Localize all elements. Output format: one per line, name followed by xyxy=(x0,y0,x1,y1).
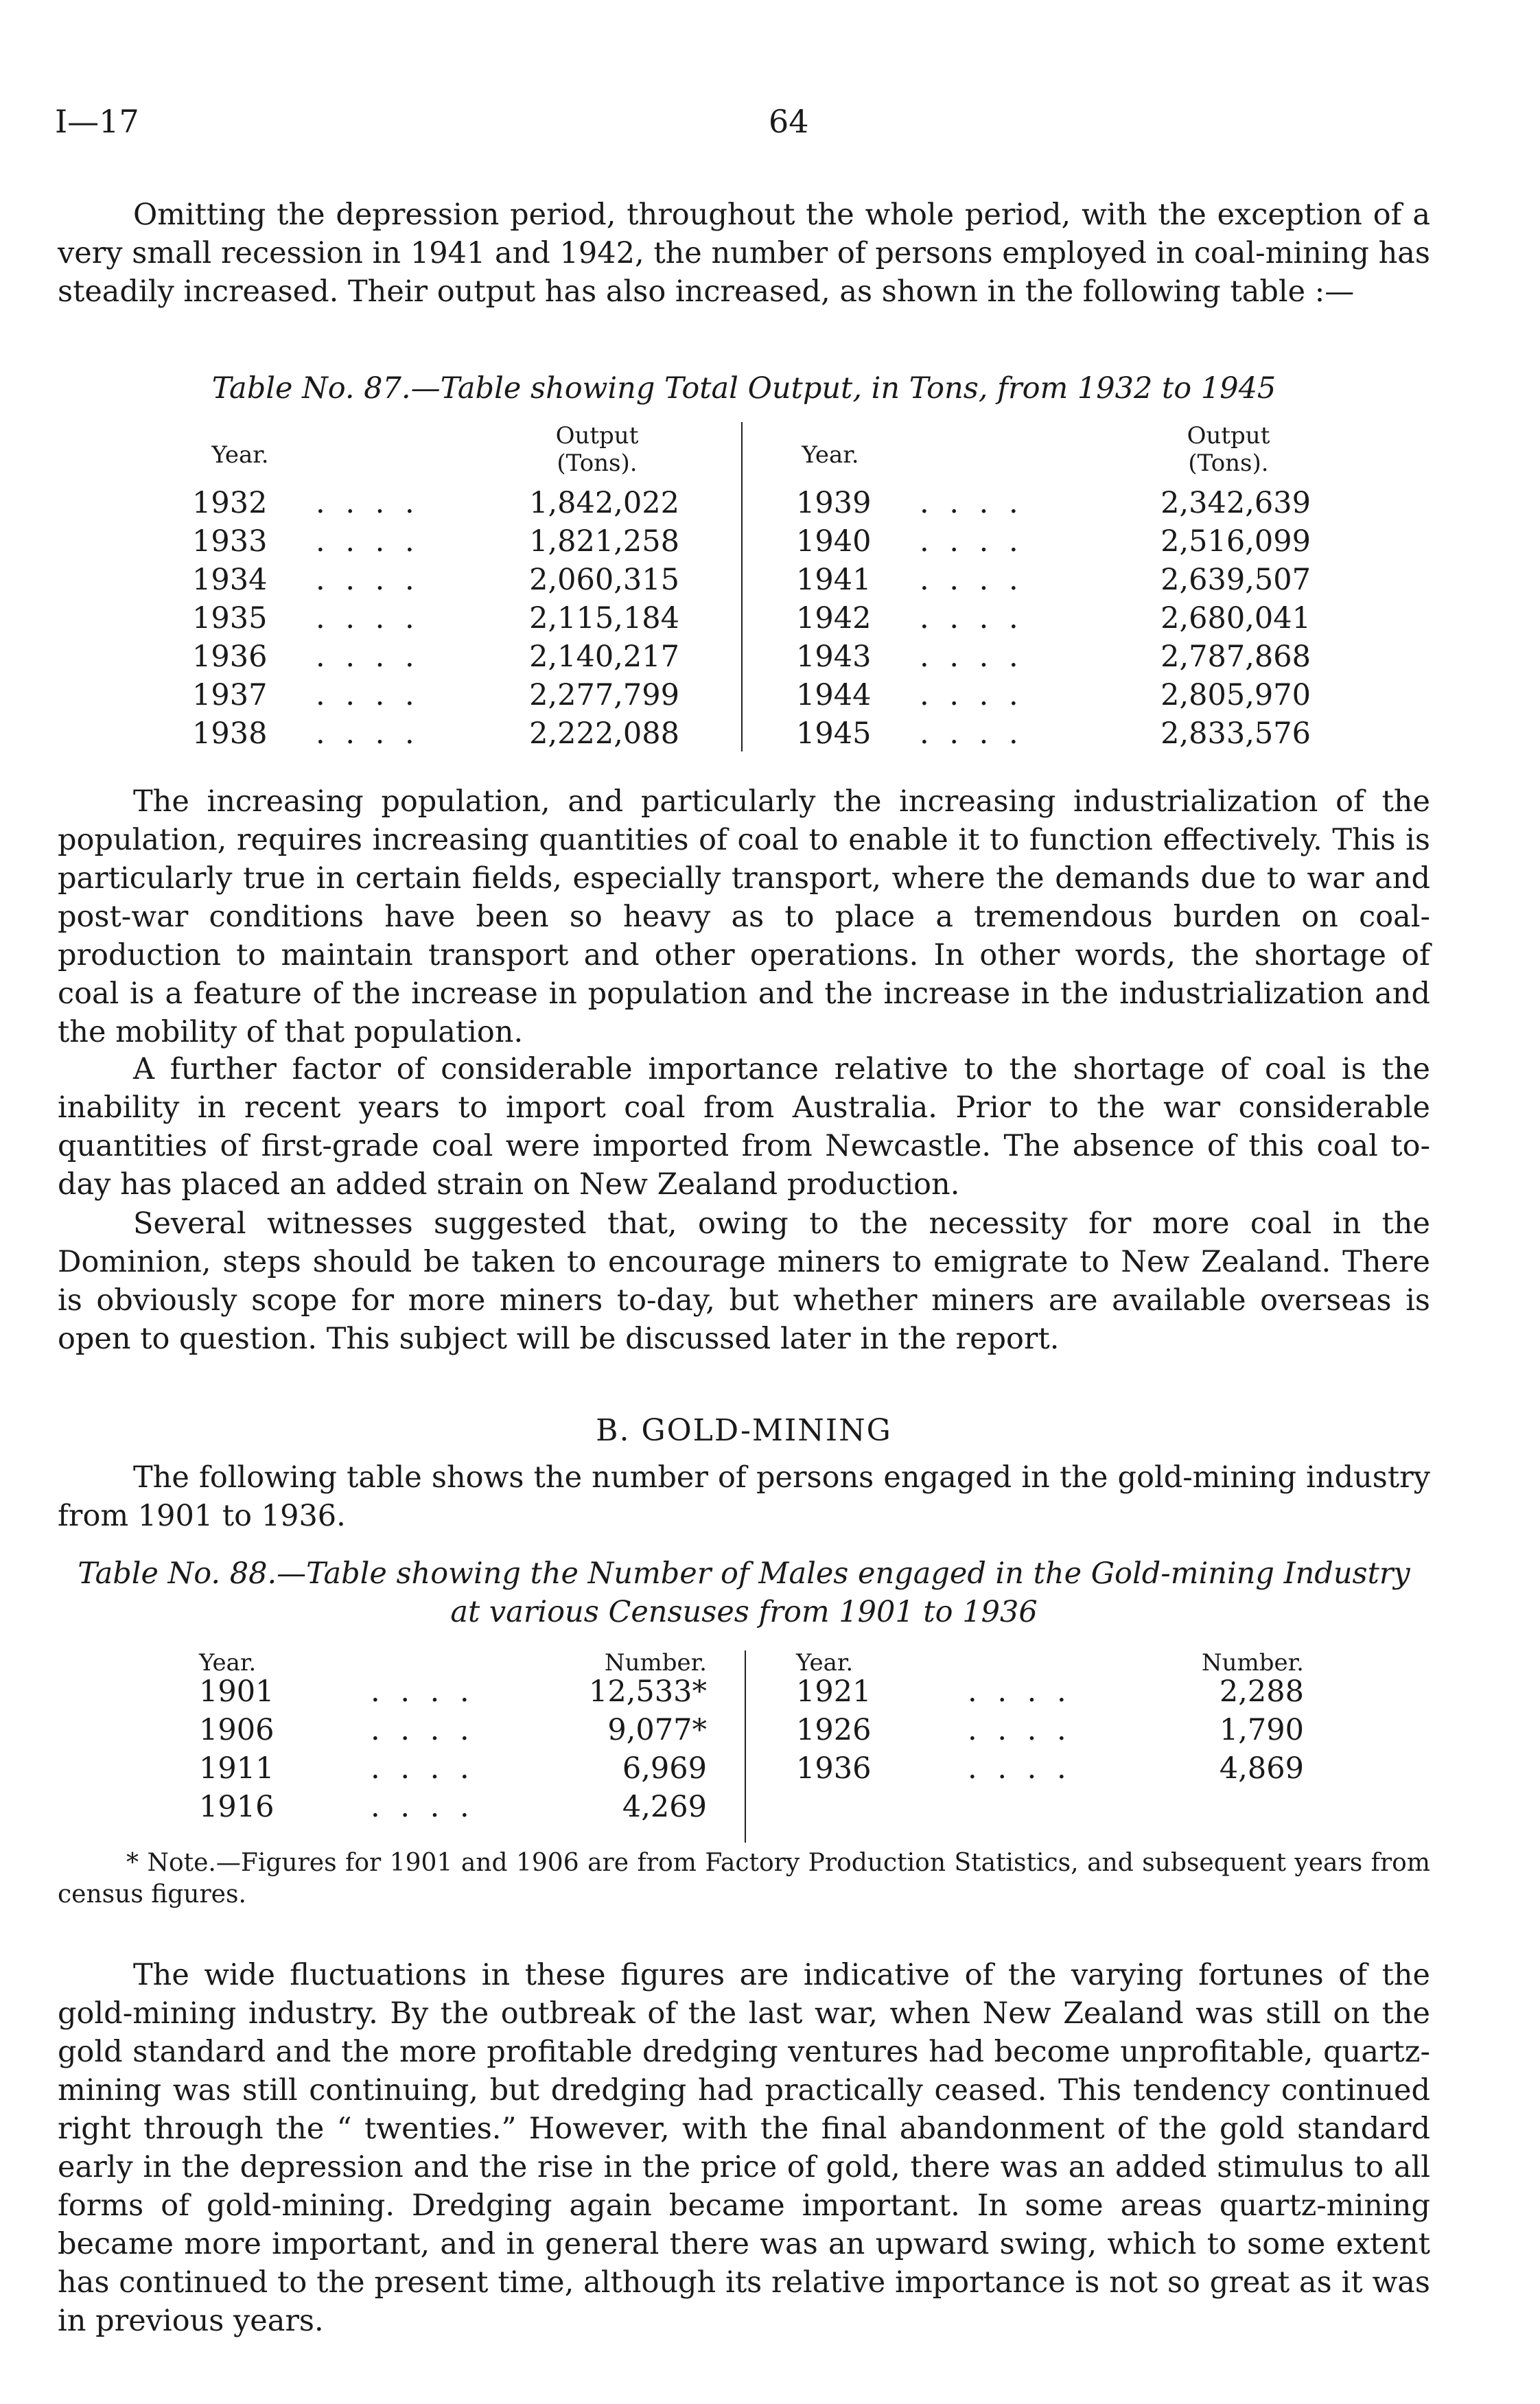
value-cell: 2,277,799 xyxy=(529,678,679,712)
section-b-intro: The following table shows the number of persons engaged in the gold-mining industry from 1901 to 1936. xyxy=(58,1460,1430,1533)
table-88-year-header: Year. xyxy=(199,1649,257,1677)
table-87-divider xyxy=(741,422,743,751)
year-cell: 1940 xyxy=(796,524,872,559)
table-row xyxy=(192,638,679,676)
value-cell: 2,787,868 xyxy=(1160,640,1311,674)
table-87-year-header: Year. xyxy=(211,441,269,469)
year-cell: 1943 xyxy=(796,640,872,674)
leader-dots: . . . . xyxy=(371,1674,475,1709)
table-87-output-header-right-line1: Output xyxy=(1187,422,1270,450)
value-cell: 2,516,099 xyxy=(1160,524,1311,559)
leader-dots: . . . . xyxy=(316,640,420,674)
leader-dots: . . . . xyxy=(371,1790,475,1824)
year-cell: 1901 xyxy=(199,1674,275,1709)
year-cell: 1921 xyxy=(796,1674,872,1709)
table-88-divider xyxy=(745,1650,746,1843)
leader-dots: . . . . xyxy=(968,1751,1072,1786)
leader-dots: . . . . xyxy=(316,678,420,712)
year-cell: 1942 xyxy=(796,601,872,635)
value-cell: 1,842,022 xyxy=(529,486,679,520)
table-row xyxy=(796,1672,1304,1711)
year-cell: 1937 xyxy=(192,678,268,712)
value-cell: 2,680,041 xyxy=(1160,601,1311,635)
value-cell: 2,060,315 xyxy=(529,563,679,597)
leader-dots: . . . . xyxy=(920,678,1024,712)
document-reference: I—17 xyxy=(55,103,139,140)
value-cell: 2,805,970 xyxy=(1160,678,1311,712)
table-row xyxy=(796,638,1311,676)
table-row xyxy=(192,522,679,561)
value-cell: 1,790 xyxy=(1219,1713,1304,1747)
table-87 xyxy=(192,422,1318,758)
page-header xyxy=(55,103,1434,151)
table-88-note: * Note.—Figures for 1901 and 1906 are from Factory Production Statistics, and subsequent years from census figures. xyxy=(58,1849,1430,1909)
table-88 xyxy=(199,1644,1311,1849)
table-87-output-header-right xyxy=(1146,422,1311,477)
table-row xyxy=(199,1711,707,1749)
year-cell: 1926 xyxy=(796,1713,872,1747)
leader-dots: . . . . xyxy=(920,486,1024,520)
year-cell: 1934 xyxy=(192,563,268,597)
year-cell: 1935 xyxy=(192,601,268,635)
leader-dots: . . . . xyxy=(920,601,1024,635)
table-row xyxy=(796,1711,1304,1749)
value-cell: 4,269 xyxy=(622,1790,707,1824)
leader-dots: . . . . xyxy=(316,524,420,559)
leader-dots: . . . . xyxy=(316,486,420,520)
table-row xyxy=(796,561,1311,599)
leader-dots: . . . . xyxy=(968,1713,1072,1747)
value-cell: 2,288 xyxy=(1219,1674,1304,1709)
value-cell: 6,969 xyxy=(622,1751,707,1786)
table-87-caption: Table No. 87.—Table showing Total Output, in Tons, from 1932 to 1945 xyxy=(211,371,1276,406)
year-cell: 1936 xyxy=(192,640,268,674)
table-row xyxy=(796,676,1311,714)
table-88-number-header: Number. xyxy=(604,1649,707,1677)
table-row xyxy=(199,1749,707,1788)
intro-paragraph: Omitting the depression period, throughout the whole period, with the exception of a very small recession in 1941 and 1942, the number of persons employed in coal-mining has steadily increased. Their output has also increased, as shown in the following table :— xyxy=(58,198,1430,309)
year-cell: 1938 xyxy=(192,716,268,751)
section-b-heading: B. GOLD-MINING xyxy=(596,1413,892,1448)
table-row xyxy=(796,714,1311,753)
coal-paragraph-3: Several witnesses suggested that, owing to the necessity for more coal in the Dominion, steps should be taken to encourage miners to emigrate to New Zealand. There is obviously scope for more miners to-day, but whether miners are available overseas is open to question. This subject will be discussed later in the report. xyxy=(58,1206,1430,1356)
table-87-output-header-right-line2: (Tons). xyxy=(1188,450,1269,477)
year-cell: 1932 xyxy=(192,486,268,520)
value-cell: 2,140,217 xyxy=(529,640,679,674)
value-cell: 1,821,258 xyxy=(529,524,679,559)
table-row xyxy=(192,599,679,638)
leader-dots: . . . . xyxy=(371,1751,475,1786)
table-row xyxy=(192,561,679,599)
leader-dots: . . . . xyxy=(920,640,1024,674)
value-cell: 2,639,507 xyxy=(1160,563,1311,597)
table-88-caption-line-2: at various Censuses from 1901 to 1936 xyxy=(450,1595,1038,1629)
table-88-year-header-right: Year. xyxy=(796,1649,854,1677)
leader-dots: . . . . xyxy=(920,524,1024,559)
leader-dots: . . . . xyxy=(968,1674,1072,1709)
year-cell: 1941 xyxy=(796,563,872,597)
table-row xyxy=(796,599,1311,638)
leader-dots: . . . . xyxy=(371,1713,475,1747)
leader-dots: . . . . xyxy=(316,601,420,635)
value-cell: 9,077* xyxy=(607,1713,707,1747)
leader-dots: . . . . xyxy=(316,716,420,751)
year-cell: 1939 xyxy=(796,486,872,520)
table-row xyxy=(199,1788,707,1826)
year-cell: 1906 xyxy=(199,1713,275,1747)
value-cell: 12,533* xyxy=(589,1674,707,1709)
page-number: 64 xyxy=(769,103,809,140)
leader-dots: . . . . xyxy=(920,716,1024,751)
value-cell: 2,833,576 xyxy=(1160,716,1311,751)
year-cell: 1916 xyxy=(199,1790,275,1824)
value-cell: 4,869 xyxy=(1219,1751,1304,1786)
value-cell: 2,222,088 xyxy=(529,716,679,751)
table-row xyxy=(192,484,679,522)
table-88-number-header-right: Number. xyxy=(1201,1649,1304,1677)
leader-dots: . . . . xyxy=(920,563,1024,597)
table-row xyxy=(796,484,1311,522)
table-88-caption-line-1: Table No. 88.—Table showing the Number of Males engaged in the Gold-mining Industry xyxy=(78,1556,1410,1591)
year-cell: 1944 xyxy=(796,678,872,712)
year-cell: 1945 xyxy=(796,716,872,751)
table-row xyxy=(192,714,679,753)
table-87-year-header-right: Year. xyxy=(802,441,859,469)
leader-dots: . . . . xyxy=(316,563,420,597)
table-row xyxy=(192,676,679,714)
coal-paragraph-1: The increasing population, and particularly the increasing industrialization of the population, requires increasing quantities of coal to enable it to function effectively. This is particularly true in certain fields, especially transport, where the demands due to war and post-war conditions have been so heavy as to place a tremendous burden on coal-production to maintain transport and other operations. In other words, the shortage of coal is a feature of the increase in population and the increase in the industrialization and the mobility of that population. xyxy=(58,784,1430,1049)
table-row xyxy=(796,1749,1304,1788)
value-cell: 2,342,639 xyxy=(1160,486,1311,520)
year-cell: 1936 xyxy=(796,1751,872,1786)
table-87-output-header-line1: Output xyxy=(555,422,639,450)
table-87-output-header-line2: (Tons). xyxy=(557,450,638,477)
table-row xyxy=(796,522,1311,561)
value-cell: 2,115,184 xyxy=(529,601,679,635)
table-row xyxy=(199,1672,707,1711)
table-87-output-header xyxy=(515,422,679,477)
year-cell: 1933 xyxy=(192,524,268,559)
year-cell: 1911 xyxy=(199,1751,275,1786)
coal-paragraph-2: A further factor of considerable importance relative to the shortage of coal is the inability in recent years to import coal from Australia. Prior to the war considerable quantities of first-grade coal were imported from Newcastle. The absence of this coal to-day has placed an added strain on New Zealand production. xyxy=(58,1052,1430,1202)
closing-paragraph: The wide fluctuations in these figures are indicative of the varying fortunes of the gold-mining industry. By the outbreak of the last war, when New Zealand was still on the gold standard and the more profitable dredging ventures had become unprofitable, quartz-mining was still continuing, but dredging had practically ceased. This tendency continued right through the “ twenties.” However, with the final abandonment of the gold standard early in the depression and the rise in the price of gold, there was an added stimulus to all forms of gold-mining. Dredging again became important. In some areas quartz-mining became more important, and in general there was an upward swing, which to some extent has continued to the present time, although its relative importance is not so great as it was in previous years. xyxy=(58,1958,1430,2338)
